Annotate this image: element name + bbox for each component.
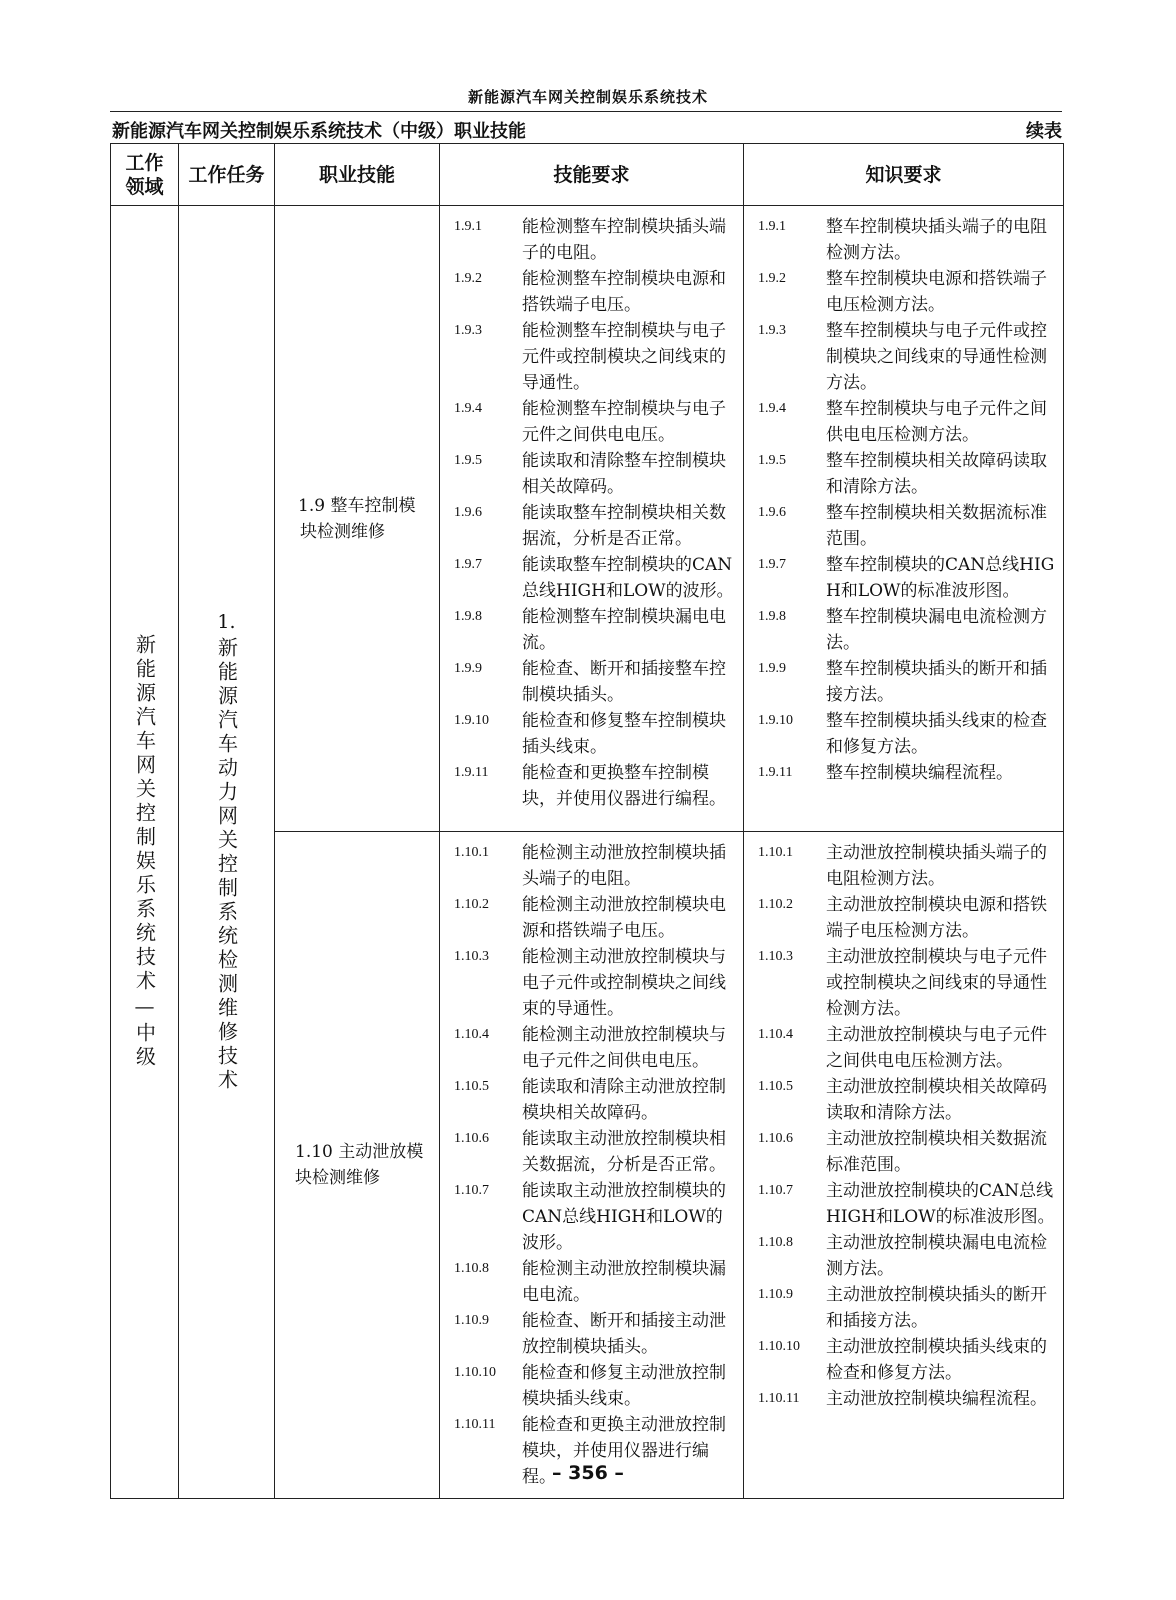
- item-number: 1.10.1: [454, 845, 489, 860]
- item-number: 1.10.11: [758, 1391, 800, 1406]
- item-text: 整车控制模块的CAN总线HIG H和LOW的标准波形图。: [826, 555, 1055, 601]
- list-item: [454, 318, 735, 396]
- item-number: 1.10.11: [454, 1417, 496, 1432]
- item-number: 1.9.7: [758, 557, 786, 572]
- list-item: [758, 500, 1055, 552]
- table-title: [112, 117, 1062, 143]
- item-number: 1.10.6: [758, 1131, 793, 1146]
- list-item: [758, 1334, 1055, 1386]
- item-number: 1.10.9: [454, 1313, 489, 1328]
- skill-label: 1.10 主动泄放模块检测维修: [295, 1142, 424, 1188]
- item-number: 1.9.7: [454, 557, 482, 572]
- item-text: 能检查和更换整车控制模块，并使用仪器进行编程。: [522, 763, 726, 809]
- item-number: 1.10.6: [454, 1131, 489, 1146]
- item-text: 主动泄放控制模块电源和搭铁端子电压检测方法。: [826, 895, 1047, 941]
- item-text: 主动泄放控制模块与电子元件或控制模块之间线束的导通性检测方法。: [826, 947, 1047, 1019]
- list-item: [454, 1074, 735, 1126]
- list-item: [758, 1230, 1055, 1282]
- item-text: 能检测整车控制模块电源和搭铁端子电压。: [522, 269, 726, 315]
- item-text: 整车控制模块电源和搭铁端子电压检测方法。: [826, 269, 1047, 315]
- list-item: [758, 892, 1055, 944]
- item-text: 能检查和修复整车控制模块插头线束。: [522, 711, 726, 757]
- item-number: 1.10.9: [758, 1287, 793, 1302]
- list-item: [758, 604, 1055, 656]
- list-item: [758, 840, 1055, 892]
- item-text: 能检测主动泄放控制模块漏电电流。: [522, 1259, 726, 1305]
- list-item: [758, 708, 1055, 760]
- item-text: 能读取整车控制模块相关数据流，分析是否正常。: [522, 503, 726, 549]
- item-text: 能读取主动泄放控制模块的CAN总线HIGH和LOW的波形。: [522, 1181, 726, 1253]
- item-number: 1.9.10: [454, 713, 489, 728]
- item-text: 能检查和修复主动泄放控制模块插头线束。: [522, 1363, 726, 1409]
- item-text: 主动泄放控制模块相关数据流标准范围。: [826, 1129, 1047, 1175]
- knowledge-list: [758, 840, 1055, 1412]
- item-text: 能检测主动泄放控制模块插头端子的电阻。: [522, 843, 726, 889]
- item-text: 能检测主动泄放控制模块与电子元件之间供电电压。: [522, 1025, 726, 1071]
- list-item: [758, 1178, 1055, 1230]
- item-number: 1.10.10: [454, 1365, 496, 1380]
- list-item: [454, 840, 735, 892]
- item-text: 整车控制模块插头的断开和插接方法。: [826, 659, 1047, 705]
- skill-cell: [275, 206, 440, 832]
- item-number: 1.10.3: [454, 949, 489, 964]
- list-item: [454, 1256, 735, 1308]
- skill-label: 1.9 整车控制模块检测维修: [298, 495, 416, 542]
- item-number: 1.10.2: [454, 897, 489, 912]
- list-item: [454, 760, 735, 812]
- list-item: [758, 1022, 1055, 1074]
- item-number: 1.9.3: [758, 323, 786, 338]
- continued-label: 续表: [1026, 121, 1062, 142]
- list-item: [454, 604, 735, 656]
- item-text: 主动泄放控制模块编程流程。: [826, 1389, 1047, 1409]
- list-item: [454, 1178, 735, 1256]
- item-text: 整车控制模块插头线束的检查和修复方法。: [826, 711, 1047, 757]
- item-number: 1.10.5: [758, 1079, 793, 1094]
- item-number: 1.9.9: [454, 661, 482, 676]
- item-text: 整车控制模块与电子元件之间供电电压检测方法。: [826, 399, 1047, 445]
- item-number: 1.9.11: [454, 765, 489, 780]
- item-text: 整车控制模块编程流程。: [826, 763, 1013, 783]
- skill-cell: [275, 832, 440, 1499]
- work-task-number: 1.: [217, 611, 236, 633]
- skills-table: [110, 143, 1064, 1499]
- list-item: [454, 1308, 735, 1360]
- knowledge-requirements-cell: [744, 206, 1064, 832]
- item-number: 1.9.9: [758, 661, 786, 676]
- list-item: [454, 214, 735, 266]
- item-number: 1.9.5: [454, 453, 482, 468]
- item-text: 能检查和更换主动泄放控制模块，并使用仪器进行编程。: [522, 1415, 726, 1487]
- skill-requirements-cell: [440, 832, 744, 1499]
- list-item: [454, 708, 735, 760]
- item-number: 1.9.1: [758, 219, 786, 234]
- list-item: [758, 656, 1055, 708]
- header-knowledge-requirements: 知识要求: [744, 144, 1064, 206]
- list-item: [758, 318, 1055, 396]
- list-item: [758, 1074, 1055, 1126]
- list-item: [758, 448, 1055, 500]
- item-number: 1.10.8: [758, 1235, 793, 1250]
- list-item: [758, 1282, 1055, 1334]
- list-item: [758, 266, 1055, 318]
- item-text: 能读取整车控制模块的CAN 总线HIGH和LOW的波形。: [522, 555, 734, 601]
- header-skill: 职业技能: [275, 144, 440, 206]
- item-number: 1.10.4: [454, 1027, 489, 1042]
- item-number: 1.10.5: [454, 1079, 489, 1094]
- item-number: 1.9.8: [454, 609, 482, 624]
- item-text: 整车控制模块漏电电流检测方法。: [826, 607, 1047, 653]
- item-number: 1.10.2: [758, 897, 793, 912]
- item-number: 1.9.3: [454, 323, 482, 338]
- item-text: 整车控制模块与电子元件或控制模块之间线束的导通性检测方法。: [826, 321, 1047, 393]
- item-text: 能检测主动泄放控制模块电源和搭铁端子电压。: [522, 895, 726, 941]
- item-number: 1.10.7: [758, 1183, 793, 1198]
- list-item: [758, 214, 1055, 266]
- list-item: [758, 944, 1055, 1022]
- item-text: 能检测整车控制模块与电子元件或控制模块之间线束的导通性。: [522, 321, 726, 393]
- header-rule: [110, 111, 1062, 112]
- item-text: 主动泄放控制模块漏电电流检测方法。: [826, 1233, 1047, 1279]
- list-item: [454, 552, 735, 604]
- item-text: 能读取和清除主动泄放控制模块相关故障码。: [522, 1077, 726, 1123]
- skill-requirements-cell: [440, 206, 744, 832]
- item-text: 整车控制模块相关数据流标准范围。: [826, 503, 1047, 549]
- list-item: [454, 944, 735, 1022]
- header-work-area: 工作领域: [111, 144, 179, 206]
- item-text: 整车控制模块相关故障码读取和清除方法。: [826, 451, 1047, 497]
- item-number: 1.9.8: [758, 609, 786, 624]
- item-number: 1.10.1: [758, 845, 793, 860]
- list-item: [758, 1126, 1055, 1178]
- item-number: 1.9.11: [758, 765, 793, 780]
- item-number: 1.9.6: [758, 505, 786, 520]
- list-item: [454, 396, 735, 448]
- item-text: 主动泄放控制模块与电子元件之间供电电压检测方法。: [826, 1025, 1047, 1071]
- work-task-cell: [179, 206, 275, 1499]
- item-number: 1.9.6: [454, 505, 482, 520]
- list-item: [758, 396, 1055, 448]
- header-work-task: 工作任务: [179, 144, 275, 206]
- knowledge-requirements-cell: [744, 832, 1064, 1499]
- item-text: 能读取主动泄放控制模块相关数据流，分析是否正常。: [522, 1129, 726, 1175]
- item-text: 能检查、断开和插接主动泄放控制模块插头。: [522, 1311, 726, 1357]
- item-text: 能检测整车控制模块与电子元件之间供电电压。: [522, 399, 726, 445]
- list-item: [454, 1126, 735, 1178]
- table-row: [111, 206, 1064, 832]
- list-item: [454, 266, 735, 318]
- item-number: 1.9.1: [454, 219, 482, 234]
- item-text: 主动泄放控制模块的CAN总线HIGH和LOW的标准波形图。: [826, 1181, 1055, 1227]
- item-number: 1.9.4: [758, 401, 786, 416]
- page-number: – 356 –: [552, 1462, 624, 1484]
- item-text: 能检查、断开和插接整车控制模块插头。: [522, 659, 726, 705]
- list-item: [454, 1022, 735, 1074]
- item-number: 1.9.5: [758, 453, 786, 468]
- list-item: [758, 1386, 1055, 1412]
- item-number: 1.10.7: [454, 1183, 489, 1198]
- item-number: 1.10.8: [454, 1261, 489, 1276]
- table-header-row: [111, 144, 1064, 206]
- item-text: 主动泄放控制模块插头端子的电阻检测方法。: [826, 843, 1047, 889]
- work-task-text: 新能源汽车动力网关控制系统检测维修技术: [214, 637, 239, 1093]
- list-item: [454, 892, 735, 944]
- item-text: 能检测主动泄放控制模块与电子元件或控制模块之间线束的导通性。: [522, 947, 726, 1019]
- requirements-list: [454, 214, 735, 812]
- list-item: [454, 500, 735, 552]
- running-header: 新能源汽车网关控制娱乐系统技术: [467, 88, 708, 106]
- header-skill-requirements: 技能要求: [440, 144, 744, 206]
- list-item: [454, 1360, 735, 1412]
- item-text: 整车控制模块插头端子的电阻检测方法。: [826, 217, 1047, 263]
- list-item: [758, 552, 1055, 604]
- list-item: [758, 760, 1055, 786]
- item-text: 能检测整车控制模块插头端子的电阻。: [522, 217, 726, 263]
- work-area-cell: [111, 206, 179, 1499]
- item-text: 主动泄放控制模块插头线束的检查和修复方法。: [826, 1337, 1047, 1383]
- knowledge-list: [758, 214, 1055, 786]
- item-number: 1.9.4: [454, 401, 482, 416]
- item-text: 能读取和清除整车控制模块相关故障码。: [522, 451, 726, 497]
- item-number: 1.9.2: [758, 271, 786, 286]
- list-item: [454, 656, 735, 708]
- requirements-list: [454, 840, 735, 1490]
- item-text: 主动泄放控制模块相关故障码读取和清除方法。: [826, 1077, 1047, 1123]
- item-number: 1.9.10: [758, 713, 793, 728]
- list-item: [454, 448, 735, 500]
- item-number: 1.9.2: [454, 271, 482, 286]
- item-number: 1.10.10: [758, 1339, 800, 1354]
- item-text: 能检测整车控制模块漏电电流。: [522, 607, 726, 653]
- table-title-text: 新能源汽车网关控制娱乐系统技术（中级）职业技能: [112, 121, 526, 142]
- item-number: 1.10.3: [758, 949, 793, 964]
- item-text: 主动泄放控制模块插头的断开和插接方法。: [826, 1285, 1047, 1331]
- item-number: 1.10.4: [758, 1027, 793, 1042]
- work-area-text: 新能源汽车网关控制娱乐系统技术—中级: [132, 634, 157, 1070]
